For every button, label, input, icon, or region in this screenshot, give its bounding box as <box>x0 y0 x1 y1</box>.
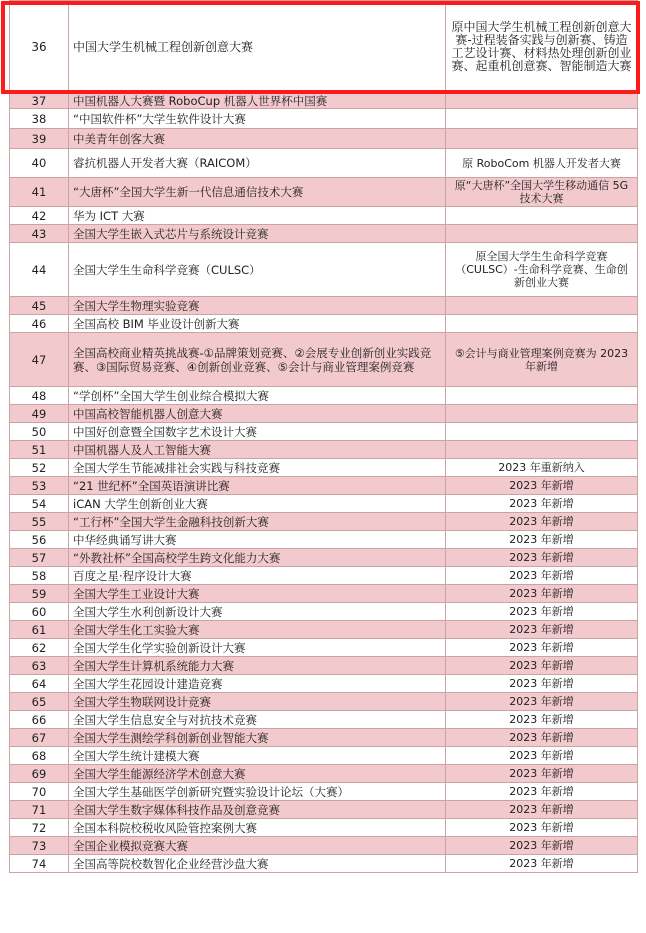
row-number: 50 <box>10 423 69 441</box>
competition-name: “21 世纪杯”全国英语演讲比赛 <box>69 477 446 495</box>
table-row <box>10 477 638 495</box>
competition-name: 全国高等院校数智化企业经营沙盘大赛 <box>69 855 446 873</box>
table-row <box>10 109 638 129</box>
competition-note: 原中国大学生机械工程创新创意大赛-过程装备实践与创新赛、铸造工艺设计赛、材料热处理创新创业赛、起重机创意赛、智能制造大赛 <box>446 1 638 94</box>
row-number: 64 <box>10 675 69 693</box>
competition-name: 全国大学生生命科学竞赛（CULSC） <box>69 243 446 297</box>
row-number: 47 <box>10 333 69 387</box>
competition-note: 原“大唐杯”全国大学生移动通信 5G 技术大赛 <box>446 178 638 207</box>
competition-note <box>446 129 638 149</box>
row-number: 36 <box>10 1 69 94</box>
competition-name: 中华经典诵写讲大赛 <box>69 531 446 549</box>
competition-note: 2023 年新增 <box>446 783 638 801</box>
competition-note <box>446 423 638 441</box>
row-number: 62 <box>10 639 69 657</box>
competition-note: 2023 年新增 <box>446 639 638 657</box>
competition-note: 2023 年新增 <box>446 711 638 729</box>
competition-note: 原全国大学生生命科学竞赛（CULSC）-生命科学竞赛、生命创新创业大赛 <box>446 243 638 297</box>
competition-note: 2023 年新增 <box>446 657 638 675</box>
competition-note: 2023 年新增 <box>446 693 638 711</box>
competition-note: 2023 年新增 <box>446 675 638 693</box>
table-row <box>10 513 638 531</box>
row-number: 39 <box>10 129 69 149</box>
competition-name: 全国大学生物联网设计竞赛 <box>69 693 446 711</box>
table-row <box>10 765 638 783</box>
competition-name: 全国本科院校税收风险管控案例大赛 <box>69 819 446 837</box>
table-row <box>10 729 638 747</box>
row-number: 72 <box>10 819 69 837</box>
competition-note: ⑤会计与商业管理案例竞赛为 2023 年新增 <box>446 333 638 387</box>
row-number: 67 <box>10 729 69 747</box>
competition-note <box>446 441 638 459</box>
competition-name: “中国软件杯”大学生软件设计大赛 <box>69 109 446 129</box>
competition-name: “外教社杯”全国高校学生跨文化能力大赛 <box>69 549 446 567</box>
row-number: 55 <box>10 513 69 531</box>
competition-note <box>446 109 638 129</box>
competition-name: 华为 ICT 大赛 <box>69 207 446 225</box>
table-row <box>10 801 638 819</box>
table-row <box>10 549 638 567</box>
table-row <box>10 855 638 873</box>
competition-name: “大唐杯”全国大学生新一代信息通信技术大赛 <box>69 178 446 207</box>
competition-name: 全国大学生能源经济学术创意大赛 <box>69 765 446 783</box>
competition-name: 全国大学生基础医学创新研究暨实验设计论坛（大赛） <box>69 783 446 801</box>
row-number: 52 <box>10 459 69 477</box>
competition-note: 2023 年新增 <box>446 801 638 819</box>
competition-name: 全国大学生统计建模大赛 <box>69 747 446 765</box>
row-number: 53 <box>10 477 69 495</box>
row-number: 65 <box>10 693 69 711</box>
competition-note: 2023 年新增 <box>446 729 638 747</box>
competition-note: 2023 年新增 <box>446 495 638 513</box>
competition-note: 2023 年新增 <box>446 513 638 531</box>
competition-table-container <box>9 0 637 873</box>
competition-note <box>446 387 638 405</box>
competition-name: iCAN 大学生创新创业大赛 <box>69 495 446 513</box>
row-number: 57 <box>10 549 69 567</box>
competition-note <box>446 94 638 109</box>
table-row <box>10 711 638 729</box>
row-number: 73 <box>10 837 69 855</box>
competition-name: 全国大学生测绘学科创新创业智能大赛 <box>69 729 446 747</box>
competition-note: 2023 年新增 <box>446 621 638 639</box>
table-row <box>10 225 638 243</box>
table-row <box>10 149 638 178</box>
row-number: 49 <box>10 405 69 423</box>
row-number: 59 <box>10 585 69 603</box>
row-number: 58 <box>10 567 69 585</box>
row-number: 44 <box>10 243 69 297</box>
row-number: 70 <box>10 783 69 801</box>
table-row <box>10 603 638 621</box>
row-number: 45 <box>10 297 69 315</box>
competition-name: “工行杯”全国大学生金融科技创新大赛 <box>69 513 446 531</box>
table-row <box>10 207 638 225</box>
table-row <box>10 423 638 441</box>
competition-name: 全国高校商业精英挑战赛-①品牌策划竞赛、②会展专业创新创业实践竞赛、③国际贸易竞赛、④创新创业竞赛、⑤会计与商业管理案例竞赛 <box>69 333 446 387</box>
competition-note: 2023 年新增 <box>446 747 638 765</box>
table-row <box>10 747 638 765</box>
competition-name: 全国大学生信息安全与对抗技术竞赛 <box>69 711 446 729</box>
table-row <box>10 567 638 585</box>
competition-name: “学创杯”全国大学生创业综合模拟大赛 <box>69 387 446 405</box>
row-number: 46 <box>10 315 69 333</box>
competition-note: 2023 年新增 <box>446 531 638 549</box>
competition-name: 全国大学生工业设计大赛 <box>69 585 446 603</box>
table-row <box>10 1 638 94</box>
competition-table-body <box>10 1 638 873</box>
competition-name: 全国大学生数字媒体科技作品及创意竞赛 <box>69 801 446 819</box>
table-row <box>10 693 638 711</box>
competition-table <box>9 0 638 873</box>
table-row <box>10 783 638 801</box>
table-row <box>10 495 638 513</box>
competition-name: 全国大学生化工实验大赛 <box>69 621 446 639</box>
competition-name: 中国机器人大赛暨 RoboCup 机器人世界杯中国赛 <box>69 94 446 109</box>
competition-note: 2023 年新增 <box>446 603 638 621</box>
table-row <box>10 333 638 387</box>
table-row <box>10 639 638 657</box>
competition-note <box>446 225 638 243</box>
row-number: 71 <box>10 801 69 819</box>
table-row <box>10 315 638 333</box>
table-row <box>10 297 638 315</box>
row-number: 43 <box>10 225 69 243</box>
competition-note: 2023 年新增 <box>446 585 638 603</box>
table-row <box>10 585 638 603</box>
competition-note: 2023 年新增 <box>446 477 638 495</box>
competition-name: 全国大学生花园设计建造竞赛 <box>69 675 446 693</box>
competition-note: 2023 年新增 <box>446 549 638 567</box>
table-row <box>10 819 638 837</box>
row-number: 61 <box>10 621 69 639</box>
competition-name: 中美青年创客大赛 <box>69 129 446 149</box>
row-number: 54 <box>10 495 69 513</box>
competition-note: 原 RoboCom 机器人开发者大赛 <box>446 149 638 178</box>
table-row <box>10 243 638 297</box>
competition-note <box>446 405 638 423</box>
competition-note: 2023 年新增 <box>446 855 638 873</box>
competition-note <box>446 297 638 315</box>
competition-note <box>446 207 638 225</box>
table-row <box>10 837 638 855</box>
row-number: 37 <box>10 94 69 109</box>
table-row <box>10 675 638 693</box>
competition-name: 睿抗机器人开发者大赛（RAICOM） <box>69 149 446 178</box>
row-number: 74 <box>10 855 69 873</box>
table-row <box>10 387 638 405</box>
row-number: 69 <box>10 765 69 783</box>
row-number: 56 <box>10 531 69 549</box>
competition-name: 全国大学生节能减排社会实践与科技竞赛 <box>69 459 446 477</box>
row-number: 68 <box>10 747 69 765</box>
table-row <box>10 441 638 459</box>
row-number: 63 <box>10 657 69 675</box>
table-row <box>10 178 638 207</box>
competition-name: 中国机器人及人工智能大赛 <box>69 441 446 459</box>
table-row <box>10 129 638 149</box>
competition-note: 2023 年新增 <box>446 837 638 855</box>
table-row <box>10 459 638 477</box>
row-number: 41 <box>10 178 69 207</box>
competition-name: 全国大学生物理实验竞赛 <box>69 297 446 315</box>
table-row <box>10 405 638 423</box>
competition-note <box>446 315 638 333</box>
row-number: 40 <box>10 149 69 178</box>
competition-name: 全国高校 BIM 毕业设计创新大赛 <box>69 315 446 333</box>
competition-name: 中国高校智能机器人创意大赛 <box>69 405 446 423</box>
competition-name: 全国大学生水利创新设计大赛 <box>69 603 446 621</box>
table-row <box>10 621 638 639</box>
row-number: 38 <box>10 109 69 129</box>
row-number: 42 <box>10 207 69 225</box>
row-number: 60 <box>10 603 69 621</box>
competition-name: 中国好创意暨全国数字艺术设计大赛 <box>69 423 446 441</box>
competition-name: 全国大学生计算机系统能力大赛 <box>69 657 446 675</box>
competition-name: 全国大学生化学实验创新设计大赛 <box>69 639 446 657</box>
table-row <box>10 94 638 109</box>
competition-name: 百度之星·程序设计大赛 <box>69 567 446 585</box>
competition-name: 全国企业模拟竞赛大赛 <box>69 837 446 855</box>
competition-name: 全国大学生嵌入式芯片与系统设计竞赛 <box>69 225 446 243</box>
table-row <box>10 531 638 549</box>
competition-name: 中国大学生机械工程创新创意大赛 <box>69 1 446 94</box>
competition-note: 2023 年新增 <box>446 567 638 585</box>
row-number: 48 <box>10 387 69 405</box>
competition-note: 2023 年新增 <box>446 819 638 837</box>
row-number: 66 <box>10 711 69 729</box>
table-row <box>10 657 638 675</box>
competition-note: 2023 年新增 <box>446 765 638 783</box>
row-number: 51 <box>10 441 69 459</box>
competition-note: 2023 年重新纳入 <box>446 459 638 477</box>
